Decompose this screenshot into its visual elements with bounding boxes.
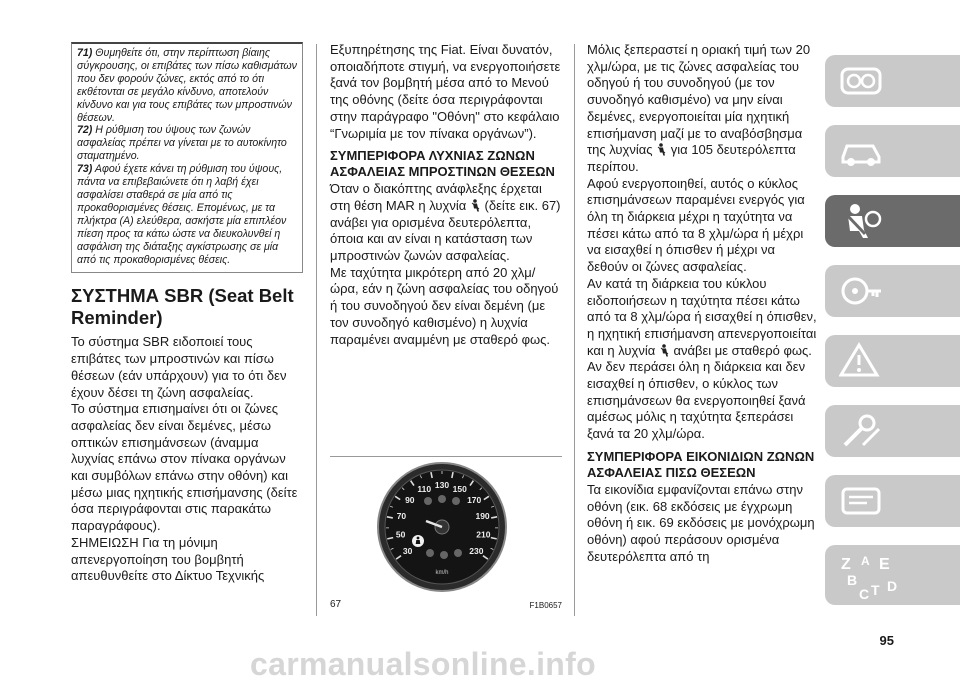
warning-lamp-abs — [454, 549, 462, 557]
technical-data-icon — [839, 481, 883, 521]
speed-label: 30 — [402, 546, 413, 557]
col3-paragraph-2: Αφού ενεργοποιηθεί, αυτός ο κύκλος επισημάνσεων παραμένει ενεργός για όλη τη διάρκεια μέχρι η ταχύτητα να πέσει κάτω από τα 8 χλμ/ώρα ή μέχρι να εισαχθεί η όπισθεν ή μέχρι να δεθούν οι ζώνες ασφαλείας. — [587, 175, 805, 275]
sbr-paragraph-1: Το σύστημα SBR ειδοποιεί τους επιβάτες των μπροστινών και πίσω θέσεων (εάν υπάρχουν) για το ότι δεν έχουν δέσει τη ζώνη ασφαλείας. — [71, 334, 287, 400]
rear-belt-icons-heading: ΣΥΜΠΕΡΙΦΟΡΑ ΕΙΚΟΝΙΔΙΩΝ ΖΩΝΩΝ ΑΣΦΑΛΕΙΑΣ ΠΙΣΩ ΘΕΣΕΩΝ — [587, 448, 815, 480]
svg-text:Z: Z — [841, 556, 851, 573]
warning-lamp-oil — [438, 495, 446, 503]
chapter-sidebar — [825, 55, 960, 615]
note-73: 73) Αφού έχετε κάνει τη ρύθμιση του ύψους, πάντα να επιβεβαιώνετε ότι η λαβή έχει ασφαλίσει σταθερά σε μία από τις προκαθορισμένες θέσεις. Επομένως, με τα πλήκτρα (A) ελεύθερα, ασκήστε μία επιπλέον πίεση προς τα κάτω ώστε να διευκολυνθεί η ασφάλιση της διάταξης αγκίστρωσης σε μία από τις προκαθορισμένες θέσεις. — [77, 163, 287, 266]
tab-starting-driving[interactable] — [825, 265, 960, 317]
note-72: 72) Η ρύθμιση του ύψους των ζωνών ασφαλείας πρέπει να γίνεται με το αυτοκίνητο σταματημένο. — [77, 124, 287, 163]
column-divider-2 — [574, 44, 575, 616]
speed-label: 90 — [405, 495, 415, 506]
column-3 — [587, 42, 819, 565]
svg-text:C: C — [859, 586, 870, 602]
column-1 — [71, 42, 303, 585]
alphabetical-index-icon — [839, 551, 919, 603]
svg-text:A: A — [861, 554, 870, 568]
figure-code: F1B0657 — [529, 601, 562, 610]
tab-index[interactable] — [825, 545, 960, 605]
seatbelt-lamp-icon — [659, 344, 670, 357]
tab-technical-data[interactable] — [825, 475, 960, 527]
tab-safety[interactable] — [825, 195, 960, 247]
tab-car-info[interactable] — [825, 125, 960, 177]
dashboard-icon — [839, 61, 883, 101]
seatbelt-lamp-icon — [656, 143, 667, 156]
sbr-paragraph-2: Το σύστημα επισημαίνει ότι οι ζώνες ασφαλείας δεν είναι δεμένες, μέσω οπτικών επισημάνσεων (άναμμα λυχνίας επάνω στον πίνακα οργάνων και συμβόλων επάνω στην οθόνη) και μέσω μιας ηχητικής επισήμανσης (δείτε όσα περιγράφονται στις παρακάτω παραγράφους). — [71, 401, 298, 534]
col3-paragraph-5: Τα εικονίδια εμφανίζονται επάνω στην οθόνη (εικ. 68 εκδόσεις με έγχρωμη οθόνη ή εικ. 69 εκδόσεις με μονόχρωμη οθόνη) αφού περάσουν ορισμένα δευτερόλεπτα από τη — [587, 481, 815, 564]
warning-notes-box — [71, 42, 303, 273]
car-info-icon — [839, 131, 883, 171]
seatbelt-airbag-icon — [839, 201, 883, 241]
speed-tick — [491, 517, 497, 518]
seatbelt-warning-lamp — [412, 535, 424, 547]
svg-text:B: B — [847, 572, 858, 588]
watermark: carmanualsonline.info — [250, 646, 596, 682]
figure-number: 67 — [330, 599, 342, 610]
col2-paragraph-2: Με ταχύτητα μικρότερη από 20 χλμ/ώρα, εάν η ζώνη ασφαλείας του οδηγού ή του συνοδηγού δεν είναι δεμένη (με τον συνοδηγό καθισμένο) η λυχνία παραμένει αναμμένη με σταθερό φως. — [330, 264, 559, 347]
col3-paragraph-1: Μόλις ξεπεραστεί η οριακή τιμή των 20 χλμ/ώρα, με τις ζώνες ασφαλείας του οδηγού ή του συνοδηγού (με τον συνοδηγό καθισμένο) να μην είναι δεμένες, ενεργοποιείται μία ηχητική επισήμανση μαζί με το αναβόσβησμα της λυχνίας για 105 δευτερόλεπτα περίπου. — [587, 42, 811, 174]
steering-key-icon — [839, 271, 883, 311]
speed-label: 70 — [396, 511, 407, 522]
col3-paragraph-3: Αν κατά τη διάρκεια του κύκλου ειδοποιήσεων η ταχύτητα πέσει κάτω από τα 8 χλμ/ώρα ή εισαχθεί η όπισθεν, η ηχητική επισήμανση απενεργοποιείται και η λυχνία ανάβει με σταθερό φως. — [587, 275, 817, 358]
column-divider-1 — [316, 44, 317, 616]
speedometer-gauge — [330, 457, 562, 597]
sbr-heading: ΣΥΣΤΗΜΑ SBR (Seat Belt Reminder) — [71, 285, 294, 329]
tab-dashboard[interactable] — [825, 55, 960, 107]
svg-text:E: E — [879, 556, 890, 573]
warning-lamp-battery — [452, 497, 460, 505]
sbr-paragraph-3: ΣΗΜΕΙΩΣΗ Για τη μόνιμη απενεργοποίηση του βομβητή απευθυνθείτε στο Δίκτυο Τεχνικής — [71, 534, 265, 584]
tab-maintenance[interactable] — [825, 405, 960, 457]
svg-text:D: D — [887, 578, 898, 594]
warning-triangle-icon — [839, 341, 883, 381]
speed-unit-label: km/h — [435, 570, 449, 576]
col2-paragraph-1: Όταν ο διακόπτης ανάφλεξης έρχεται στη θέση MAR η λυχνία (δείτε εικ. 67) ανάβει για ορισμένα δευτερόλεπτα, όποια και αν είναι η κατάσταση των μπροστινών ζωνών ασφαλείας. — [330, 181, 561, 264]
column-2 — [330, 42, 562, 348]
warning-lamp-esp — [440, 551, 448, 559]
page-number: 95 — [879, 633, 894, 648]
seatbelt-lamp-icon — [470, 199, 481, 212]
speed-label: 190 — [475, 511, 490, 522]
speed-label: 110 — [417, 483, 432, 494]
speed-label: 150 — [452, 483, 467, 494]
speed-label: 130 — [434, 480, 450, 490]
col3-paragraph-4: Αν δεν περάσει όλη η διάρκεια και δεν εισαχθεί η όπισθεν, ο κύκλος των επισημάνσεων θα ενεργοποιηθεί ξανά αμέσως μόλις η ταχύτητα ξεπεράσει ξανά τα 20 χλμ/ώρα. — [587, 359, 806, 442]
col2-intro: Εξυπηρέτησης της Fiat. Είναι δυνατόν, οποιαδήποτε στιγμή, να ενεργοποιήσετε ξανά τον βομβητή μέσα από το Μενού της οθόνης (δείτε όσα περιγράφονται στην παράγραφο "Οθόνη" στο κεφάλαιο “Γνωριμία με τον πίνακα οργάνων”). — [330, 42, 561, 141]
note-71: 71) Θυμηθείτε ότι, στην περίπτωση βίαιης σύγκρουσης, οι επιβάτες των πίσω καθισμάτων που δεν φορούν ζώνες, εκτός από το ότι εκθέτονται σε μεγάλο κίνδυνο, αποτελούν κίνδυνο και για τους επιβάτες των μπροστινών θέσεων. — [77, 47, 297, 124]
speed-label: 50 — [395, 529, 406, 540]
speed-label: 210 — [476, 529, 491, 540]
warning-lamp-fuel — [424, 497, 432, 505]
sbr-body — [71, 334, 303, 585]
speed-tick — [387, 517, 393, 518]
speed-label: 170 — [467, 495, 482, 506]
service-tools-icon — [839, 411, 883, 451]
warning-lamp-airbag — [426, 549, 434, 557]
front-belt-lamp-heading: ΣΥΜΠΕΡΙΦΟΡΑ ΛΥΧΝΙΑΣ ΖΩΝΩΝ ΑΣΦΑΛΕΙΑΣ ΜΠΡΟΣΤΙΝΩΝ ΘΕΣΕΩΝ — [330, 148, 555, 180]
speed-label: 230 — [469, 546, 484, 557]
figure-67 — [330, 456, 562, 610]
tab-emergency[interactable] — [825, 335, 960, 387]
svg-text:T: T — [871, 582, 880, 598]
